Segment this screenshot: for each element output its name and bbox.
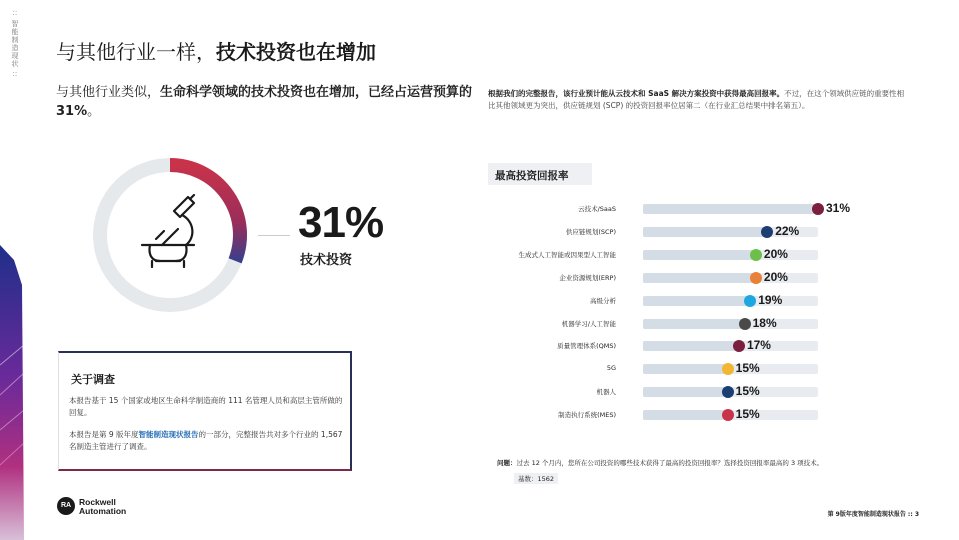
bar xyxy=(643,364,728,374)
bar xyxy=(643,250,756,260)
bar xyxy=(643,319,745,329)
bar xyxy=(643,341,739,351)
donut-value-arc xyxy=(170,165,240,261)
bar xyxy=(643,410,728,420)
chart-row xyxy=(488,382,908,402)
sample-base: 基数：1562 xyxy=(514,473,558,484)
intro-paragraph: 根据我们的完整报告，该行业预计能从云技术和 SaaS 解决方案投资中获得最高回报率。不过，在这个领域供应链的重要性相比其他领域更为突出，供应链规划 (SCP) 的投资回报率位居第二（在行业汇总结果中排名第五）。 xyxy=(488,89,905,110)
category-label: 生成式人工智能或因果型人工智能 xyxy=(518,250,616,259)
category-label: 质量管理体系(QMS) xyxy=(557,342,616,351)
value-dot xyxy=(722,363,734,375)
category-label: 机器学习/人工智能 xyxy=(561,319,616,328)
category-label: 高级分析 xyxy=(590,296,616,305)
page-title: 与其他行业一样，技术投资也在增加 xyxy=(56,40,376,64)
category-label: 供应链规划(SCP) xyxy=(565,227,616,236)
chart-row xyxy=(488,199,908,219)
chart-row xyxy=(488,222,908,242)
about-paragraph-1: 本报告基于 15 个国家或地区生命科学制造商的 111 名管理人员和高层主管所做的回复。 xyxy=(69,396,343,417)
highlight-connector xyxy=(258,235,290,236)
value-dot xyxy=(750,272,762,284)
category-label: 制造执行系统(MES) xyxy=(558,411,616,420)
chart-row xyxy=(488,291,908,311)
value-dot xyxy=(744,295,756,307)
side-label: :: 智能制造现状 :: xyxy=(11,10,19,78)
bar xyxy=(643,387,728,397)
about-paragraph-2: 本报告是第 9 版年度智能制造现状报告的一部分，完整报告共对多个行业的 1,567 名制造主管进行了调查。 xyxy=(69,430,343,451)
bar xyxy=(643,227,767,237)
value-label: 18% xyxy=(752,315,777,330)
page-subtitle: 与其他行业类似，生命科学领域的技术投资也在增加，已经占运营预算的 31%。 xyxy=(56,85,473,119)
chart-row xyxy=(488,359,908,379)
survey-question: 问题：过去 12 个月内，您所在公司投资的哪些技术获得了最高的投资回报率？选择投资回报率最高的 3 项技术。 xyxy=(497,459,824,467)
category-label: 5G xyxy=(606,364,616,373)
value-dot xyxy=(722,386,734,398)
value-label: 19% xyxy=(758,292,783,307)
value-label: 22% xyxy=(775,223,800,238)
chart-row xyxy=(488,268,908,288)
category-label: 云技术/SaaS xyxy=(578,205,616,213)
report-link[interactable]: 智能制造现状报告 xyxy=(138,430,199,439)
highlight-label: 技术投资 xyxy=(300,253,353,268)
microscope-icon xyxy=(142,195,194,267)
rockwell-logo xyxy=(57,497,147,517)
bar xyxy=(643,296,750,306)
logo-text: Rockwell Automation xyxy=(79,497,127,516)
chart-title: 最高投资回报率 xyxy=(495,170,569,182)
about-survey-box xyxy=(58,351,352,471)
chart-row xyxy=(488,245,908,265)
decorative-light-streaks xyxy=(0,245,24,540)
value-label: 15% xyxy=(735,384,760,399)
category-label: 机器人 xyxy=(596,388,616,397)
chart-row xyxy=(488,336,908,356)
value-label: 20% xyxy=(763,246,788,261)
value-dot xyxy=(812,203,824,215)
value-dot xyxy=(750,249,762,261)
bar xyxy=(643,273,756,283)
category-label: 企业资源规划(ERP) xyxy=(559,273,616,282)
value-dot xyxy=(722,409,734,421)
about-title: 关于调查 xyxy=(71,373,115,386)
highlight-value: 31% xyxy=(298,198,384,247)
chart-row xyxy=(488,314,908,334)
page-footer: 第 9版年度智能制造现状报告 :: 3 xyxy=(827,511,919,518)
value-label: 17% xyxy=(746,338,771,353)
value-dot xyxy=(761,226,773,238)
bar xyxy=(643,204,818,214)
chart-row xyxy=(488,405,908,425)
value-label: 31% xyxy=(826,201,851,215)
value-label: 15% xyxy=(735,407,760,422)
value-label: 15% xyxy=(735,361,760,376)
value-dot xyxy=(739,318,751,330)
value-label: 20% xyxy=(763,269,788,284)
logo-mark: RA xyxy=(57,497,75,515)
investment-donut xyxy=(90,155,250,315)
